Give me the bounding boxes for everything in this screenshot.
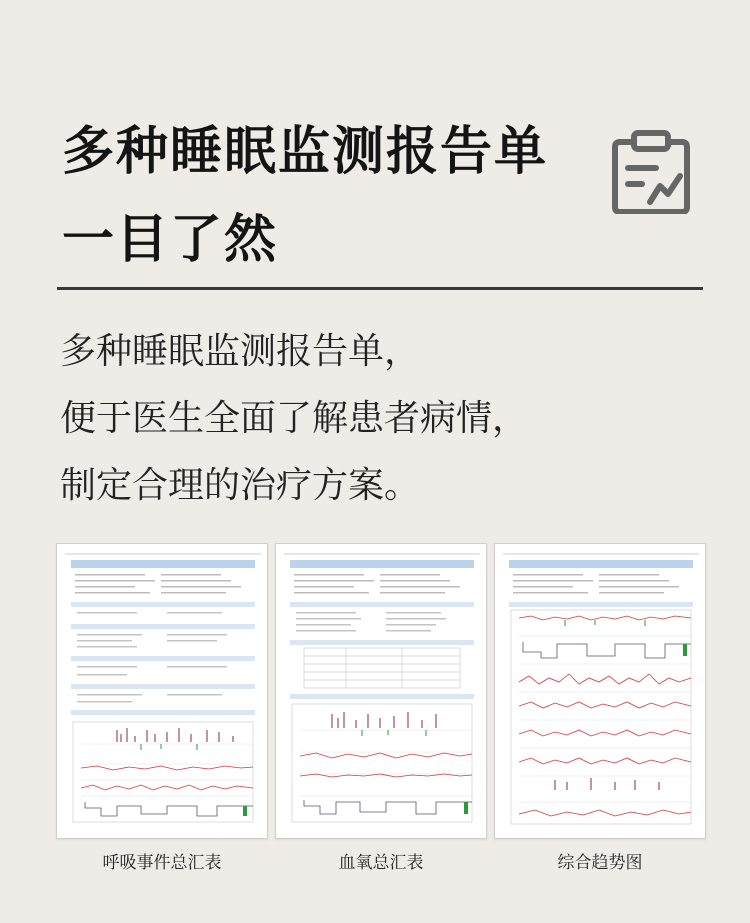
report-caption-trend: 综合趋势图 xyxy=(557,853,643,873)
description-line: 便于医生全面了解患者病情， xyxy=(60,398,529,439)
report-card-respiratory xyxy=(56,543,268,839)
description xyxy=(60,318,700,519)
report-caption-respiratory: 呼吸事件总汇表 xyxy=(102,853,222,873)
description-line: 多种睡眠监测报告单， xyxy=(60,331,421,372)
report-thumbnail-oxygen xyxy=(276,544,487,839)
report-thumbnail-respiratory xyxy=(57,544,268,839)
title-line-2: 一目了然 xyxy=(62,210,279,270)
page-title xyxy=(62,108,548,284)
report-thumbnail-trend xyxy=(495,544,706,839)
report-card-oxygen xyxy=(275,543,487,839)
report-card-trend xyxy=(494,543,706,839)
clipboard-chart-icon xyxy=(610,128,692,214)
divider xyxy=(57,287,703,290)
report-caption-oxygen: 血氧总汇表 xyxy=(338,853,424,873)
description-line: 制定合理的治疗方案。 xyxy=(60,465,421,506)
title-line-1: 多种睡眠监测报告单 xyxy=(62,122,549,182)
